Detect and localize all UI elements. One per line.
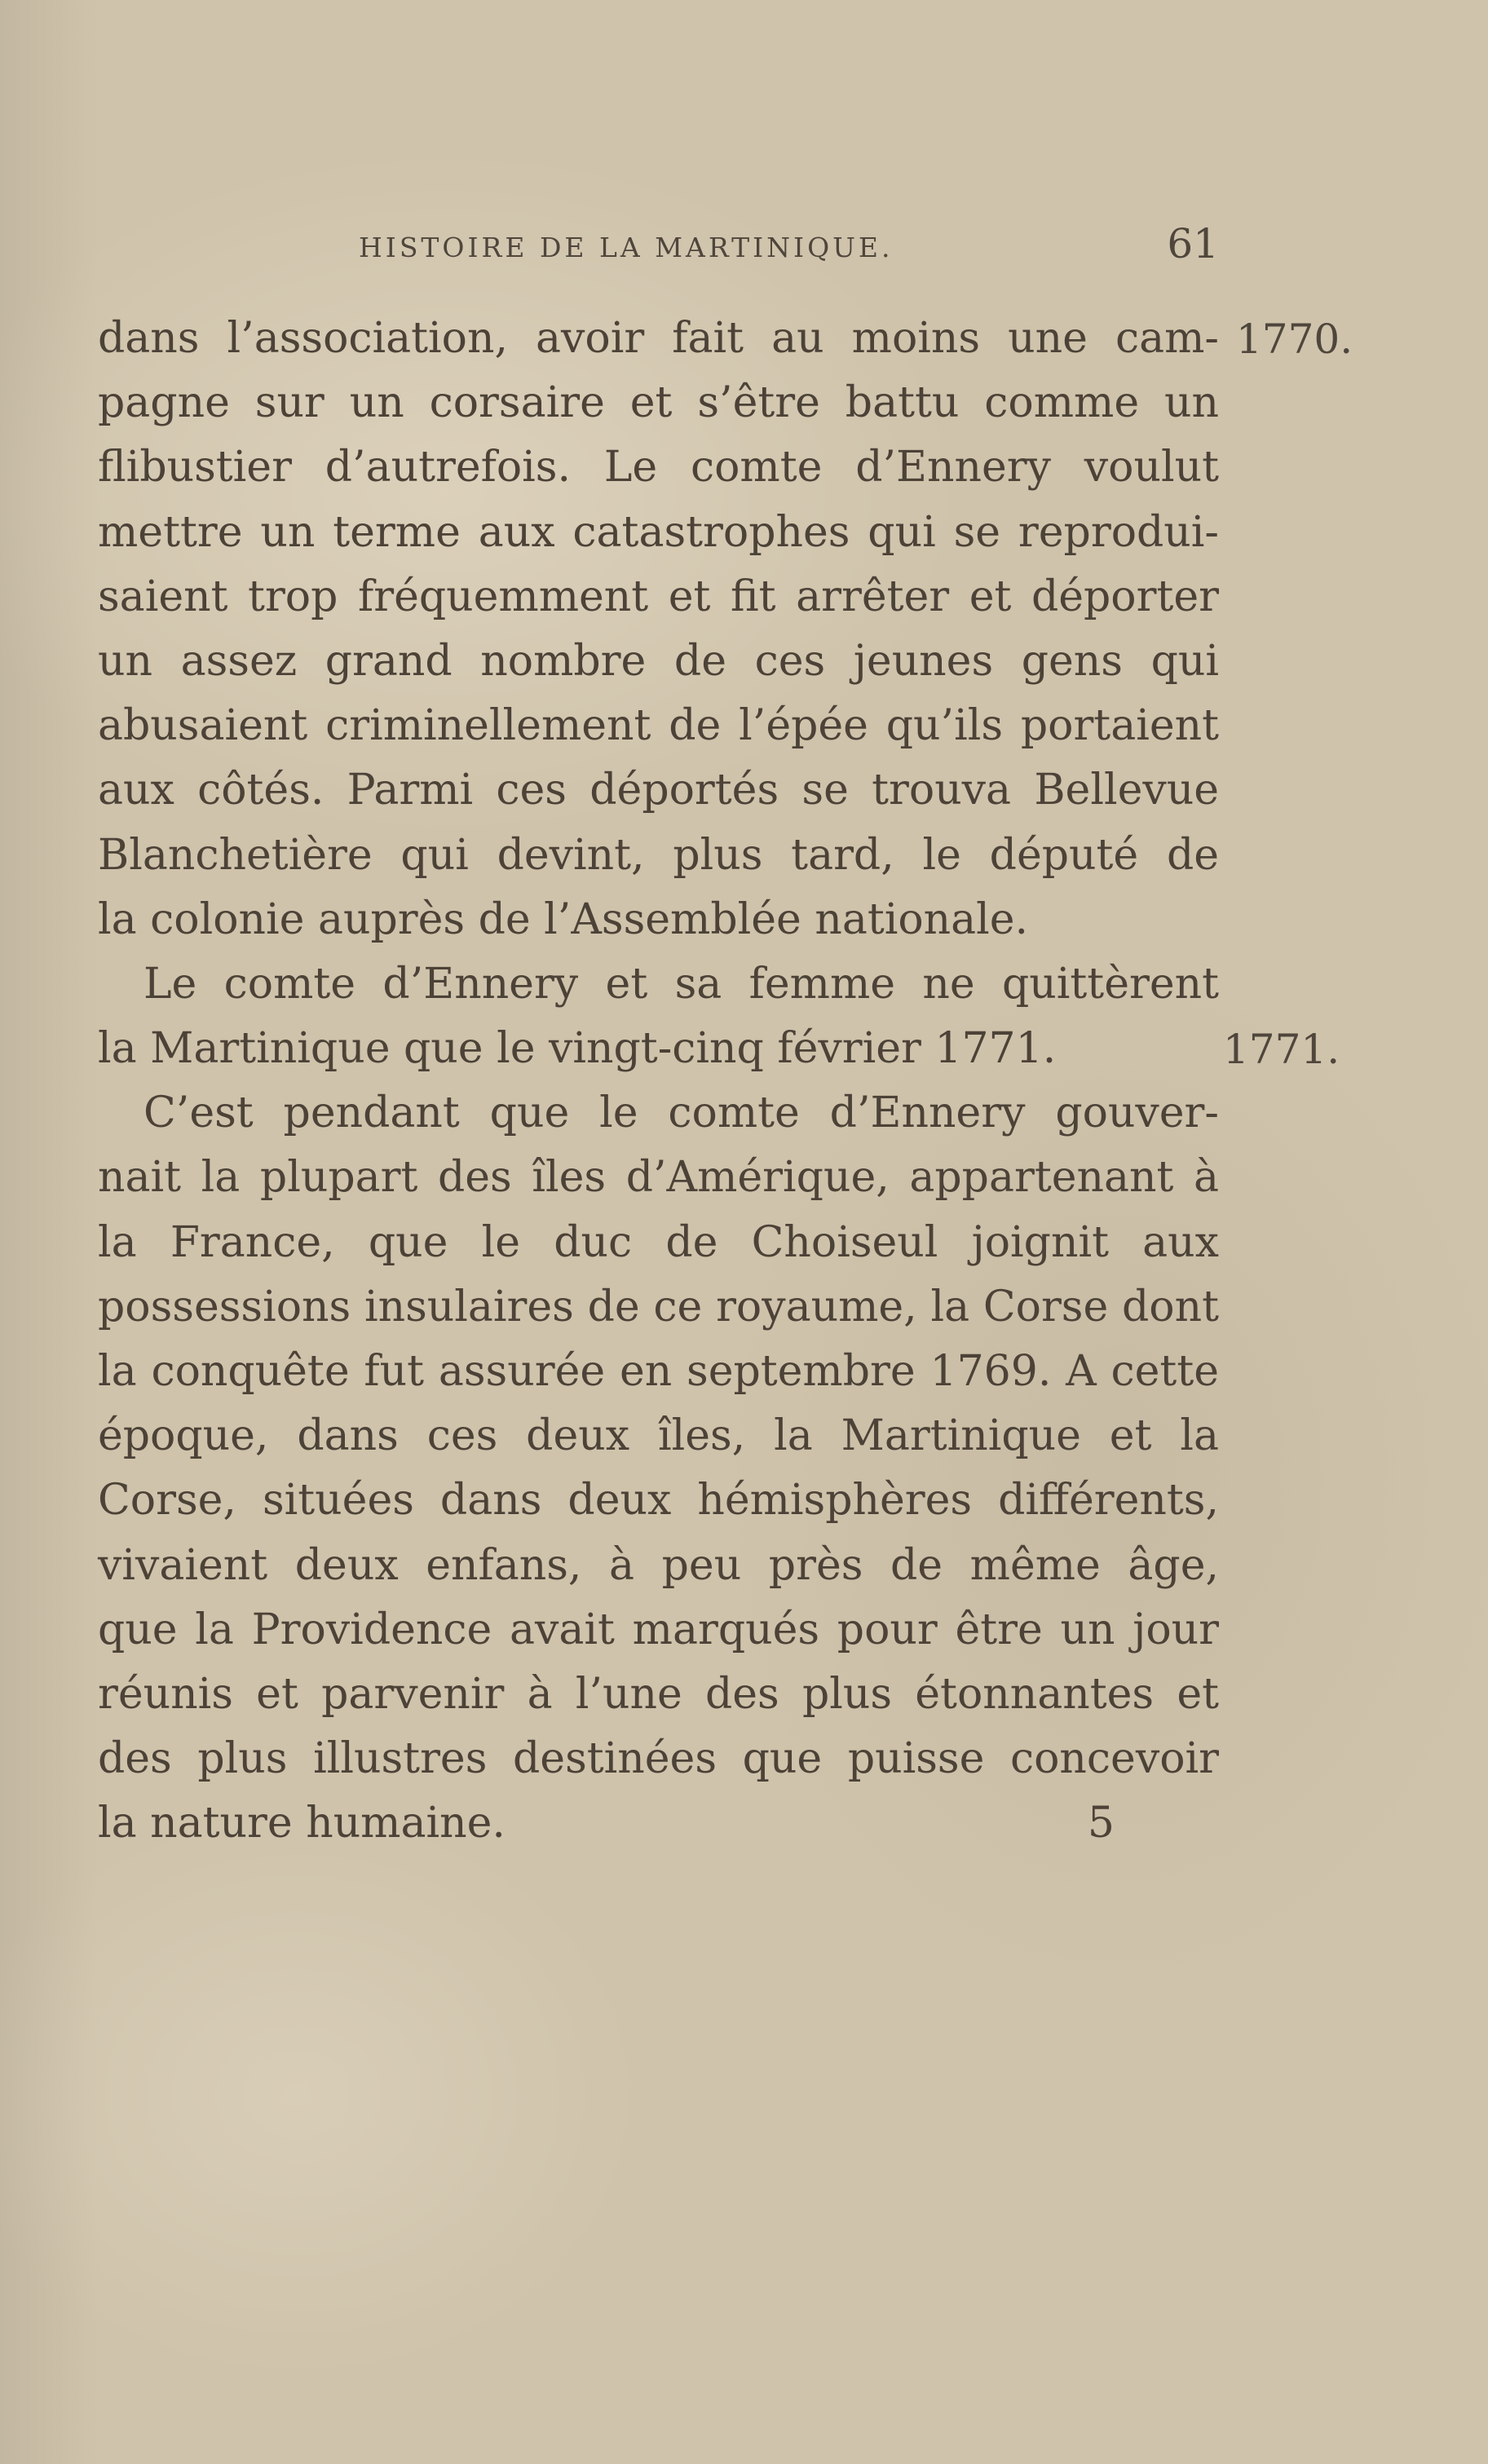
text-line: la conquête fut assurée en septembre 1769. A cette [98,1347,1219,1396]
text-line: aux côtés. Parmi ces déportés se trouva Bellevue [98,766,1219,815]
text-line: époque, dans ces deux îles, la Martinique et la [98,1411,1219,1461]
body-text [98,307,1219,1857]
text-line: possessions insulaires de ce royaume, la Corse dont [98,1282,1219,1331]
text-line: la France, que le duc de Choiseul joignit aux [98,1217,1219,1267]
text-line: des plus illustres destinées que puisse concevoir [98,1734,1219,1784]
final-line [98,1791,1219,1856]
text-line: saient trop fréquemment et fit arrêter et déporter [98,572,1219,621]
text-line: vivaient deux enfans, à peu près de même âge, [98,1540,1219,1590]
page-header [359,220,1219,276]
text-line: la Martinique que le vingt-cinq février 1771. [98,1024,1057,1074]
text-line: mettre un terme aux catastrophes qui se reprodui- [98,507,1219,557]
text-line: abusaient criminellement de l’épée qu’ils portaient [98,701,1219,751]
text-line: Le comte d’Ennery et sa femme ne quittèrent [144,959,1219,1009]
text-line: que la Providence avait marqués pour être un jour [98,1605,1219,1654]
signature-mark: 5 [1087,1799,1115,1848]
text-line: flibustier d’autrefois. Le comte d’Ennery voulut [98,443,1219,492]
text-line: Corse, situées dans deux hémisphères différents, [98,1476,1219,1526]
text-line: la nature humaine. [98,1799,506,1848]
text-line: un assez grand nombre de ces jeunes gens qui [98,636,1219,686]
margin-year-1770: 1770. [1236,316,1353,363]
text-line: dans l’association, avoir fait au moins une cam- [98,314,1219,363]
running-title: HISTOIRE DE LA MARTINIQUE. [359,232,894,263]
text-line: C’est pendant que le comte d’Ennery gouver- [144,1088,1219,1138]
text-line: Blanchetière qui devint, plus tard, le député de [98,830,1219,880]
margin-year-1771: 1771. [1223,1026,1340,1073]
text-line: réunis et parvenir à l’une des plus étonnantes et [98,1669,1219,1719]
text-line: la colonie auprès de l’Assemblée nationale. [98,894,1029,944]
text-line: pagne sur un corsaire et s’être battu comme un [98,378,1219,428]
page-number: 61 [1167,220,1219,267]
text-line: nait la plupart des îles d’Amérique, appartenant à [98,1153,1219,1203]
